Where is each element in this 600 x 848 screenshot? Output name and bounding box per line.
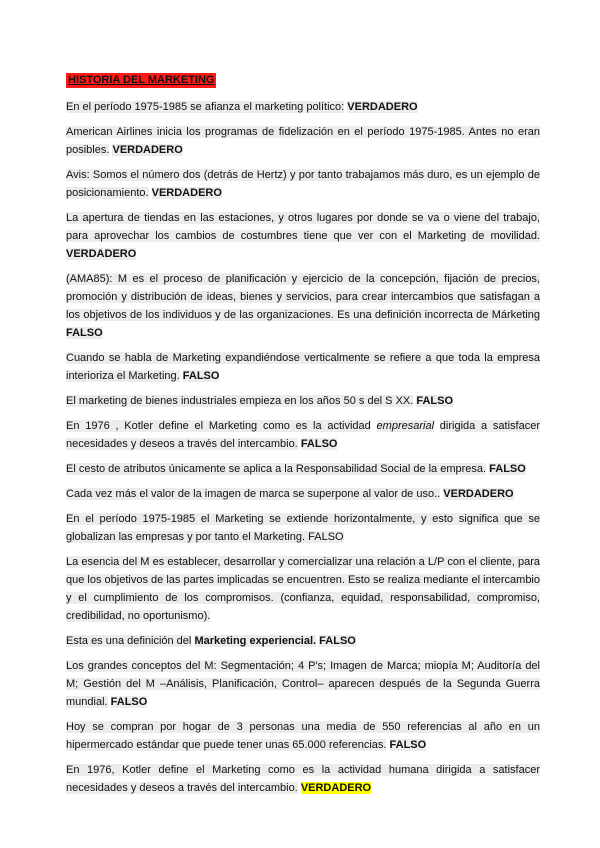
statement-13: Hoy se compran por hogar de 3 personas una media de 550 referencias al año en un hipermercado estándar que puede tener unas 65.000 referencias. FALSO: [66, 721, 540, 751]
answer-label: VERDADERO: [347, 101, 418, 113]
answer-label: FALSO: [182, 370, 220, 382]
statement-kotler-1976: En 1976 , Kotler define el Marketing como es la actividad empresarial dirigida a satisfacer necesidades y deseos a través del intercambio. FALSO: [66, 420, 540, 450]
answer-label: FALSO: [416, 395, 454, 407]
answer-label: VERDADERO: [112, 144, 183, 156]
answer-label: FALSO: [300, 438, 338, 450]
statement-2: American Airlines inicia los programas de fidelización en el período 1975-1985. Antes no eran posibles. VERDADERO: [66, 126, 540, 156]
statement-3: Avis: Somos el número dos (detrás de Hertz) y por tanto trabajamos más duro, es un ejemplo de posicionamiento. VERDADERO: [66, 169, 540, 199]
statement-definition: Esta es una definición del Marketing experiencial. FALSO: [66, 635, 356, 647]
statement-11: La esencia del M es establecer, desarrollar y comercializar una relación a L/P con el cliente, para que los objetivos de las partes implicadas se encuentren. Esto se realiza mediante el intercambio y el cumplimiento de los compromisos. (confianza, equidad, responsabilidad, compromiso, credibilidad, no oportunismo).: [66, 556, 540, 622]
answer-label: FALSO: [110, 696, 148, 708]
statement-5: (AMA85): M es el proceso de planificación y ejercicio de la concepción, fijación de precios, promoción y distribución de ideas, bienes y servicios, para crear intercambios que satisfagan a los objetivos de los individuos y de las organizaciones. Es una definición incorrecta de Márketing FALSO: [66, 273, 540, 339]
statement-10: En el período 1975-1985 el Marketing se extiende horizontalmente, y esto significa que se globalizan las empresas y por tanto el Marketing. FALSO: [66, 513, 540, 543]
statement-9: Cada vez más el valor de la imagen de marca se superpone al valor de uso.. VERDADERO: [66, 488, 514, 500]
statement-7: El marketing de bienes industriales empieza en los años 50 s del S XX. FALSO: [66, 395, 454, 407]
answer-label: VERDADERO: [443, 488, 514, 500]
statement-8: El cesto de atributos únicamente se aplica a la Responsabilidad Social de la empresa. FALSO: [66, 463, 526, 475]
answer-label-highlighted: VERDADERO: [300, 782, 372, 794]
statement-6: Cuando se habla de Marketing expandiéndose verticalmente se refiere a que toda la empresa interioriza el Marketing. FALSO: [66, 352, 540, 382]
answer-label: VERDADERO: [66, 248, 137, 260]
statement-14: En 1976, Kotler define el Marketing como es la actividad humana dirigida a satisfacer necesidades y deseos a través del intercambio. VERDADERO: [66, 764, 540, 794]
answer-label: FALSO: [66, 327, 103, 339]
answer-label: VERDADERO: [151, 187, 222, 199]
statement-1: En el período 1975-1985 se afianza el marketing político: VERDADERO: [66, 101, 418, 113]
document-title: HISTORIA DEL MARKETING: [68, 74, 215, 86]
answer-label: FALSO: [489, 463, 526, 475]
statement-12: Los grandes conceptos del M: Segmentación; 4 P's; Imagen de Marca; miopía M; Auditoría del M; Gestión del M –Análisis, Planificación, Control– aparecen después de la Segunda Guerra mundial. FALSO: [66, 660, 540, 708]
statement-4: La apertura de tiendas en las estaciones, y otros lugares por donde se va o viene del trabajo, para aprovechar los cambios de costumbres tiene que ver con el Marketing de movilidad. VERDADERO: [66, 212, 540, 260]
answer-label: FALSO: [319, 635, 356, 647]
document-body: [66, 70, 540, 804]
answer-label: FALSO: [389, 739, 427, 751]
